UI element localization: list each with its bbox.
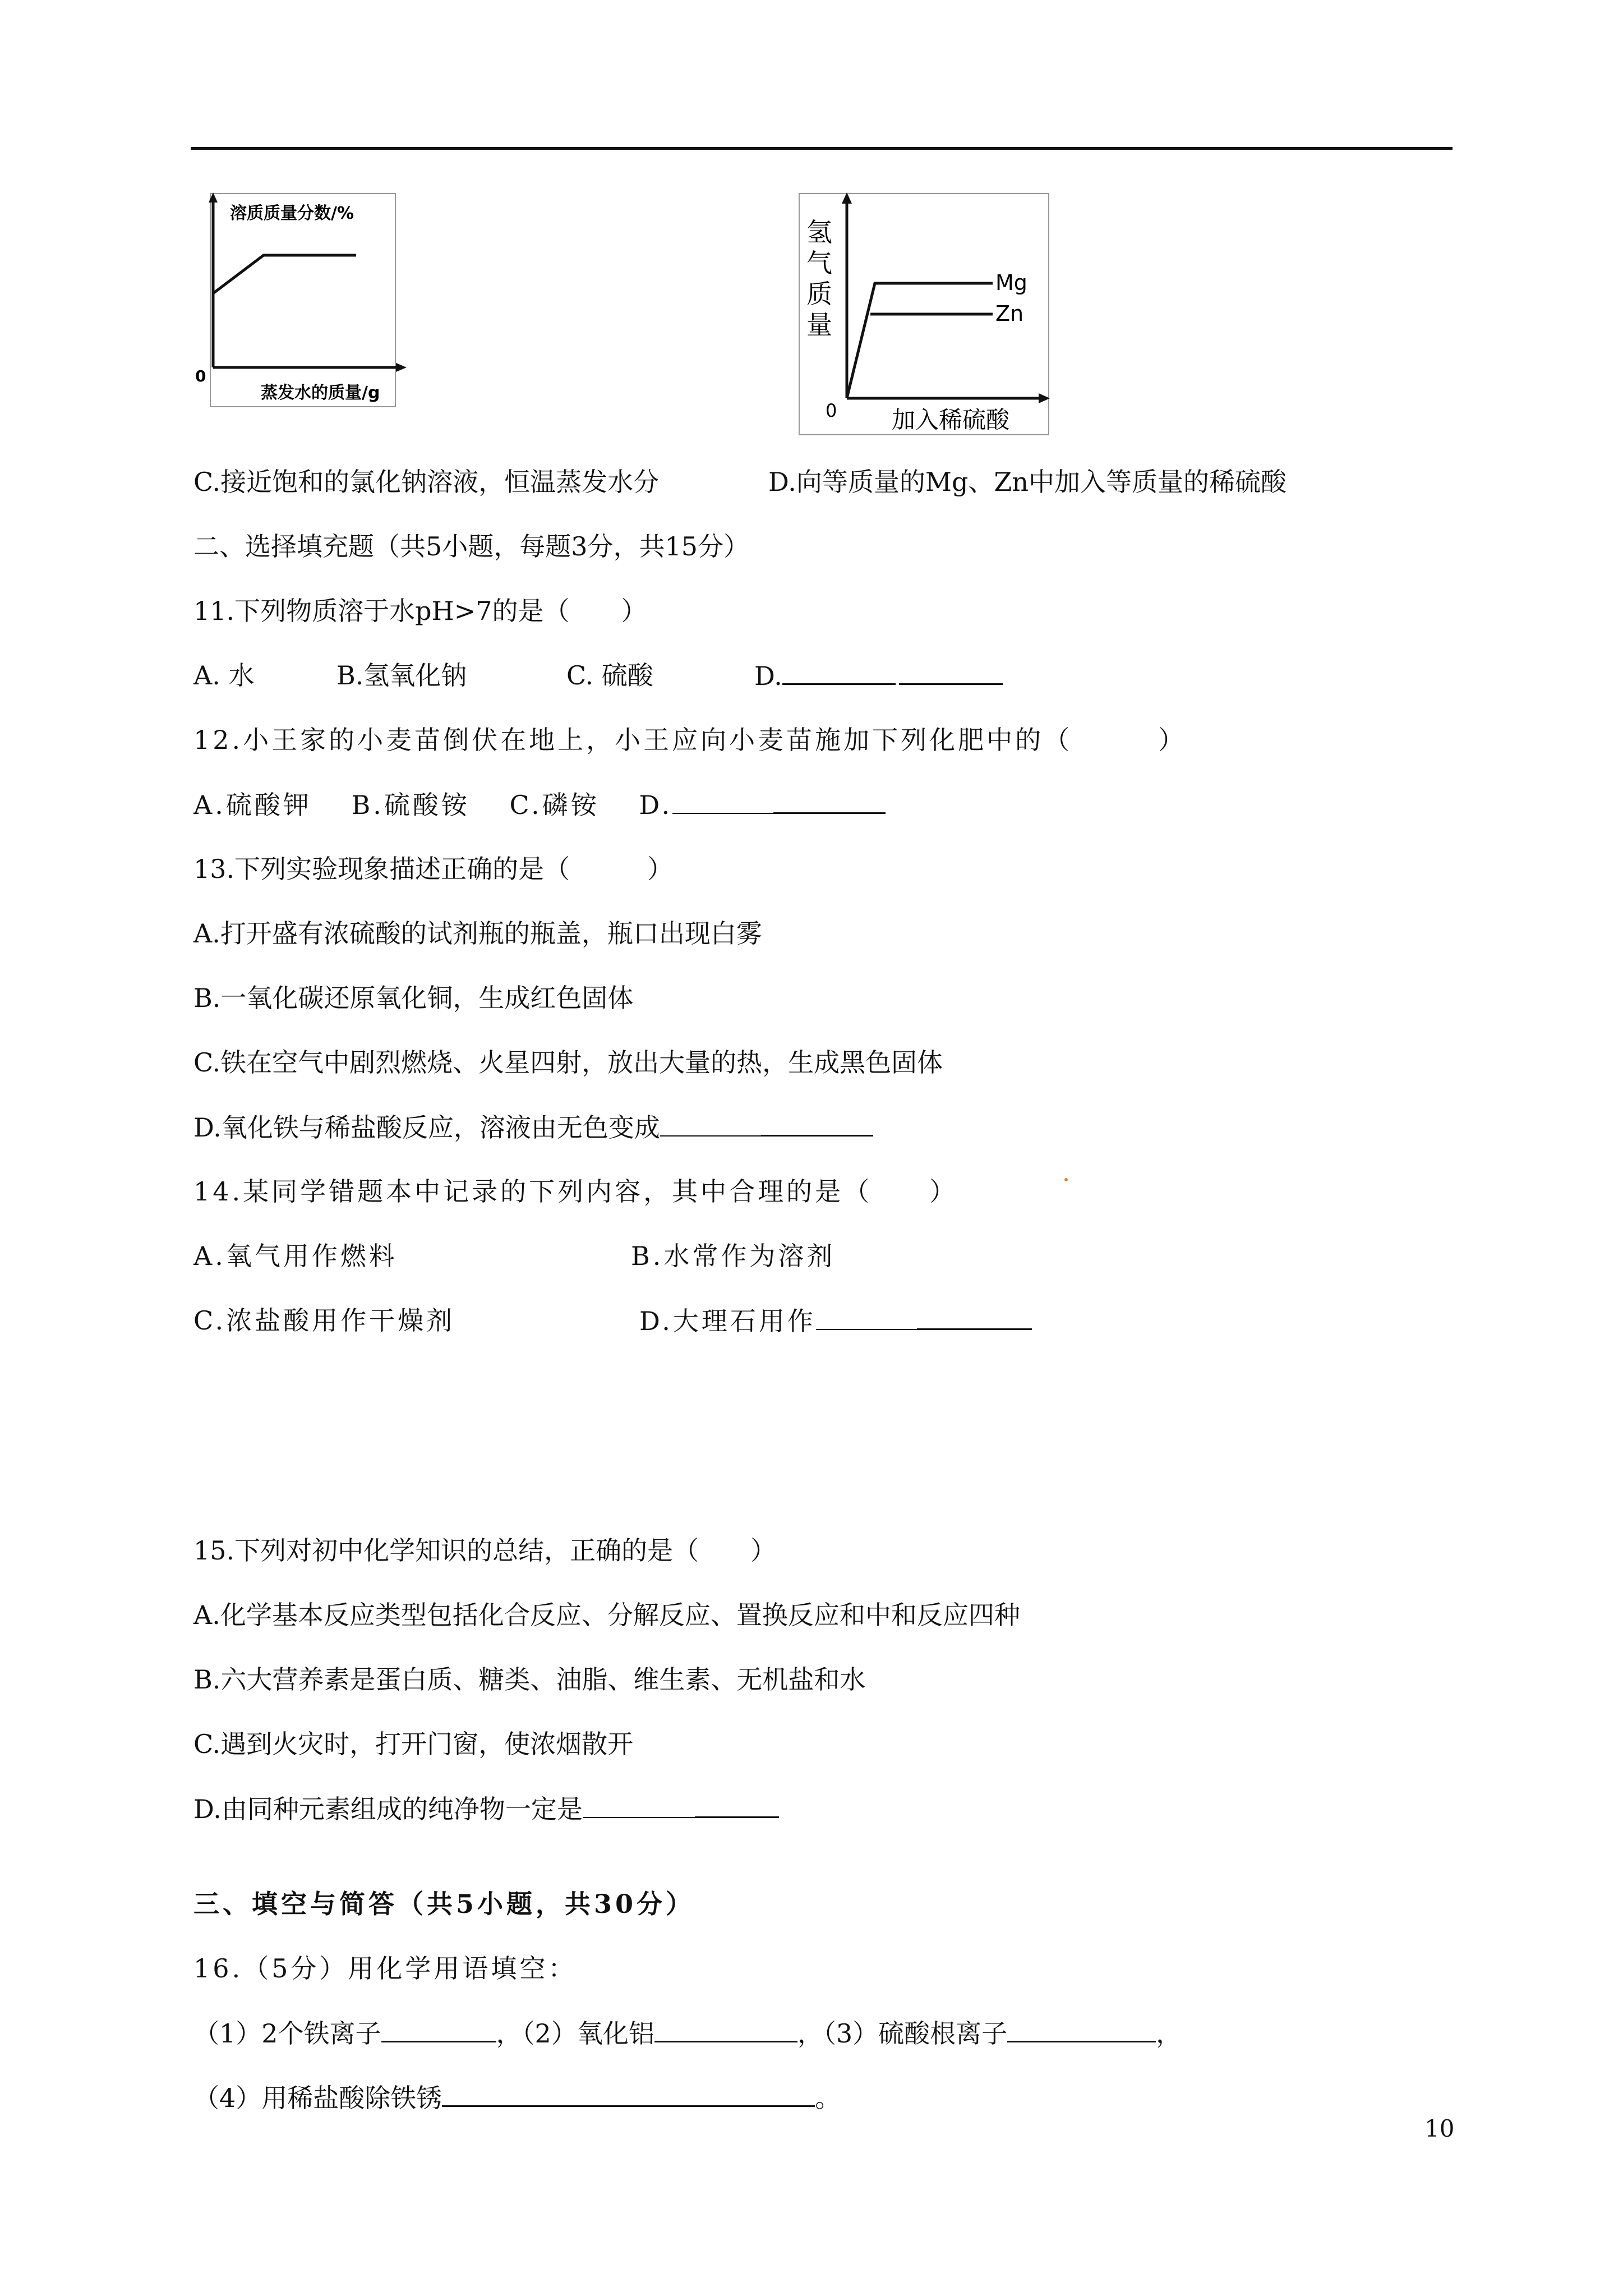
graph-d-series-zn: Zn xyxy=(995,301,1024,326)
q11-option-d-label: D. xyxy=(754,661,782,691)
graph-d-series-mg: Mg xyxy=(995,270,1027,295)
q13-option-a: A.打开盛有浓硫酸的试剂瓶的瓶盖，瓶口出现白雾 xyxy=(193,918,762,949)
q13-option-d xyxy=(193,1109,873,1145)
q15-stem: 15.下列对初中化学知识的总结，正确的是（ ） xyxy=(193,1535,777,1566)
caption-d: D.向等质量的Mg、Zn中加入等质量的稀硫酸 xyxy=(768,467,1287,497)
q11-option-b: B.氢氧化钠 xyxy=(336,660,467,691)
q12-blank xyxy=(672,787,773,814)
q16-part-4-end: 。 xyxy=(815,2083,841,2113)
q16-line-2 xyxy=(193,2079,841,2116)
graph-d-xlabel: 加入稀硫酸 xyxy=(892,406,1010,434)
q14-blank xyxy=(816,1303,917,1330)
q16-line-1 xyxy=(193,2015,1182,2051)
graph-d-ylabel-1: 氢 xyxy=(806,217,832,247)
graph-c-frame xyxy=(210,194,395,407)
q16-blank-3 xyxy=(1007,2015,1156,2042)
q13-option-d-text: D.氧化铁与稀盐酸反应，溶液由无色变成 xyxy=(193,1112,660,1143)
q11-option-d xyxy=(754,657,1003,694)
q11-option-a: A. 水 xyxy=(193,660,255,691)
section-3-heading: 三、填空与简答（共5小题，共30分） xyxy=(193,1889,695,1919)
q16-part-2: ，（2）氧化铝 xyxy=(496,2018,654,2049)
graph-c-x-arrow xyxy=(396,363,407,372)
header-rule xyxy=(191,147,1453,150)
q16-blank-1 xyxy=(381,2015,496,2042)
q13-option-c: C.铁在空气中剧烈燃烧、火星四射，放出大量的热，生成黑色固体 xyxy=(193,1047,943,1078)
q15-blank xyxy=(583,1791,695,1818)
q13-blank xyxy=(660,1110,761,1137)
q15-option-a: A.化学基本反应类型包括化合反应、分解反应、置换反应和中和反应四种 xyxy=(193,1600,1020,1630)
q14-blank-b xyxy=(917,1303,1032,1330)
graph-c-origin: 0 xyxy=(195,367,206,385)
graph-d-origin: 0 xyxy=(826,400,837,421)
q11-option-c: C. 硫酸 xyxy=(566,660,653,691)
graph-d xyxy=(796,188,1088,440)
q14-option-b: B.水常作为溶剂 xyxy=(631,1241,836,1271)
q13-option-b: B.一氧化碳还原氧化铜，生成红色固体 xyxy=(193,983,634,1013)
q16-part-1: （1）2个铁离子 xyxy=(193,2018,381,2049)
q15-option-d xyxy=(193,1791,779,1827)
graph-c xyxy=(191,188,415,412)
q16-blank-2 xyxy=(654,2015,797,2042)
q16-stem: 16.（5分）用化学用语填空： xyxy=(193,1953,577,1984)
q12-options-text: A.硫酸钾 B.硫酸铵 C.磷铵 D. xyxy=(193,790,673,820)
q14-option-a: A.氧气用作燃料 xyxy=(193,1241,398,1271)
q12-stem: 12.小王家的小麦苗倒伏在地上，小王应向小麦苗施加下列化肥中的（ ） xyxy=(193,725,1187,755)
graph-c-curve xyxy=(213,255,356,293)
q16-part-3-end: ， xyxy=(1156,2018,1182,2049)
q14-stem: 14.某同学错题本中记录的下列内容，其中合理的是（ ） xyxy=(193,1176,958,1207)
q13-stem: 13.下列实验现象描述正确的是（ ） xyxy=(193,854,674,884)
graph-c-ylabel: 溶质质量分数/% xyxy=(230,204,354,223)
q11-stem: 11.下列物质溶于水pH>7的是（ ） xyxy=(193,596,647,626)
q15-option-c: C.遇到火灾时，打开门窗，使浓烟散开 xyxy=(193,1729,634,1759)
q14-option-d-text: D.大理石用作 xyxy=(639,1306,816,1336)
q11-blank-b xyxy=(899,657,1003,685)
graph-d-ylabel-3: 质 xyxy=(806,279,832,309)
q15-option-d-text: D.由同种元素组成的纯净物一定是 xyxy=(193,1794,583,1824)
section-2-heading: 二、选择填充题（共5小题，每题3分，共15分） xyxy=(193,531,750,562)
graph-d-ylabel-4: 量 xyxy=(806,310,832,340)
caption-c: C.接近饱和的氯化钠溶液，恒温蒸发水分 xyxy=(193,467,660,497)
graph-d-curve-mg xyxy=(847,283,993,398)
q16-part-3: ，（3）硫酸根离子 xyxy=(797,2018,1008,2049)
q11-blank xyxy=(782,657,896,685)
q14-option-d xyxy=(639,1303,1032,1339)
graph-c-xlabel: 蒸发水的质量/g xyxy=(261,383,380,403)
q16-part-4: （4）用稀盐酸除铁锈 xyxy=(193,2083,442,2113)
q12-blank-b xyxy=(773,786,886,814)
q12-options xyxy=(193,786,886,823)
page-number: 10 xyxy=(1424,2115,1455,2142)
q15-option-b: B.六大营养素是蛋白质、糖类、油脂、维生素、无机盐和水 xyxy=(193,1664,866,1695)
stray-dot xyxy=(1064,1178,1068,1181)
q16-blank-4 xyxy=(442,2079,815,2107)
q14-option-c: C.浓盐酸用作干燥剂 xyxy=(193,1305,455,1336)
q13-blank-b xyxy=(761,1109,873,1137)
q15-blank-b xyxy=(695,1791,779,1818)
graph-d-ylabel-2: 气 xyxy=(806,248,832,278)
